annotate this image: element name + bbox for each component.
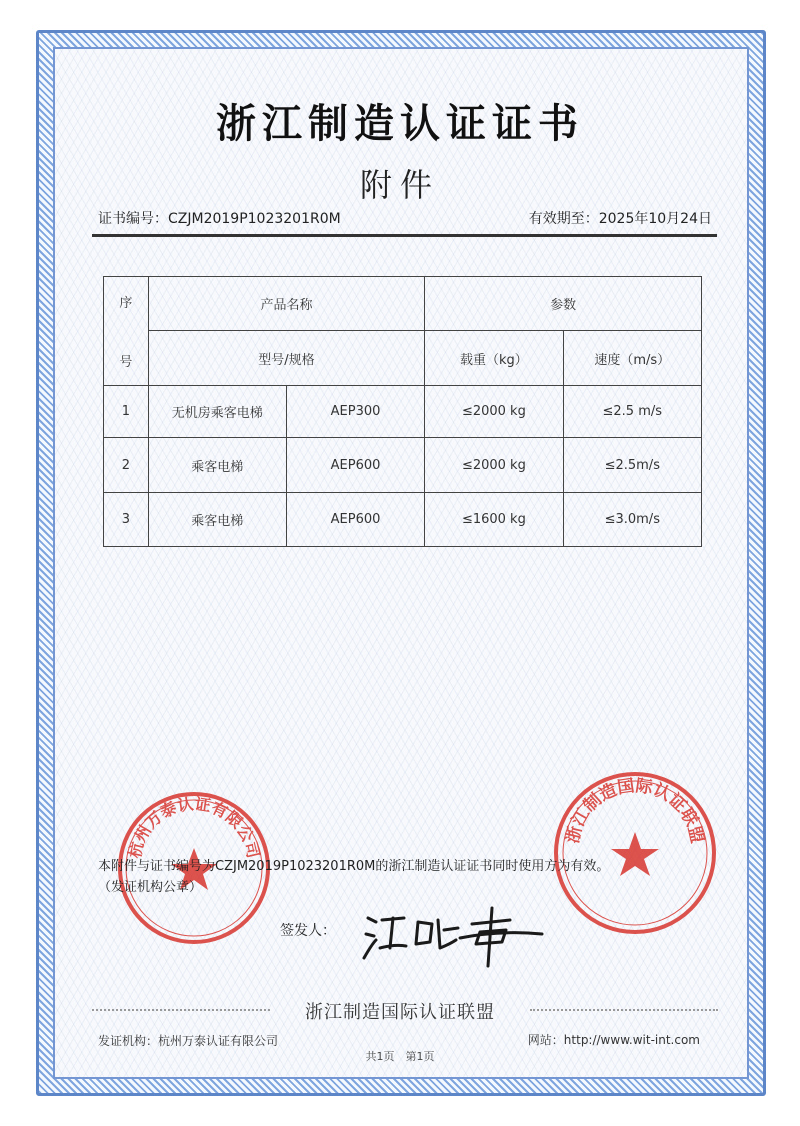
row-model: AEP300 xyxy=(286,386,424,438)
signature xyxy=(360,900,550,970)
table-row xyxy=(104,386,702,438)
row-name: 无机房乘客电梯 xyxy=(148,386,286,438)
seq-header-top: 序 xyxy=(119,296,133,311)
seq-header xyxy=(104,277,149,386)
row-seq: 3 xyxy=(104,493,149,547)
seq-header-bottom: 号 xyxy=(119,355,133,370)
attachment-note: 本附件与证书编号为CZJM2019P1023201R0M的浙江制造认证证书同时使用方为有效。 xyxy=(98,859,610,874)
row-model: AEP600 xyxy=(286,438,424,493)
page-indicator: 共1页 第1页 xyxy=(365,1050,435,1063)
row-load: ≤1600 kg xyxy=(425,493,563,547)
product-name-header: 产品名称 xyxy=(148,277,424,331)
row-load: ≤2000 kg xyxy=(425,438,563,493)
params-header: 参数 xyxy=(425,277,702,331)
certificate-number: 证书编号：CZJM2019P1023201R0M xyxy=(98,211,341,227)
speed-header: 速度（m/s） xyxy=(563,331,701,386)
valid-until: 有效期至：2025年10月24日 xyxy=(528,211,712,227)
row-load: ≤2000 kg xyxy=(425,386,563,438)
row-model: AEP600 xyxy=(286,493,424,547)
row-speed: ≤2.5m/s xyxy=(563,438,701,493)
table-row xyxy=(104,493,702,547)
signer-label: 签发人： xyxy=(280,923,336,939)
row-speed: ≤2.5 m/s xyxy=(563,386,701,438)
alliance-seal-text: 浙江制造国际认证联盟 xyxy=(562,776,708,846)
certificate-subtitle: 附件 xyxy=(359,166,440,204)
model-header: 型号/规格 xyxy=(148,331,424,386)
row-name: 乘客电梯 xyxy=(148,438,286,493)
website: 网站：http://www.wit-int.com xyxy=(527,1033,700,1047)
row-speed: ≤3.0m/s xyxy=(563,493,701,547)
row-seq: 1 xyxy=(104,386,149,438)
row-seq: 2 xyxy=(104,438,149,493)
table-row xyxy=(104,438,702,493)
seal-note: （发证机构公章） xyxy=(98,880,203,895)
issuer-seal-text: 杭州万泰认证有限公司 xyxy=(125,794,263,860)
alliance-name: 浙江制造国际认证联盟 xyxy=(305,1002,495,1023)
alliance-seal xyxy=(552,770,718,936)
issuing-body: 发证机构：杭州万泰认证有限公司 xyxy=(98,1034,279,1048)
certificate-title: 浙江制造认证证书 xyxy=(216,100,584,147)
row-name: 乘客电梯 xyxy=(148,493,286,547)
load-header: 载重（kg） xyxy=(425,331,563,386)
header-rule xyxy=(92,234,717,237)
product-table xyxy=(103,276,702,547)
